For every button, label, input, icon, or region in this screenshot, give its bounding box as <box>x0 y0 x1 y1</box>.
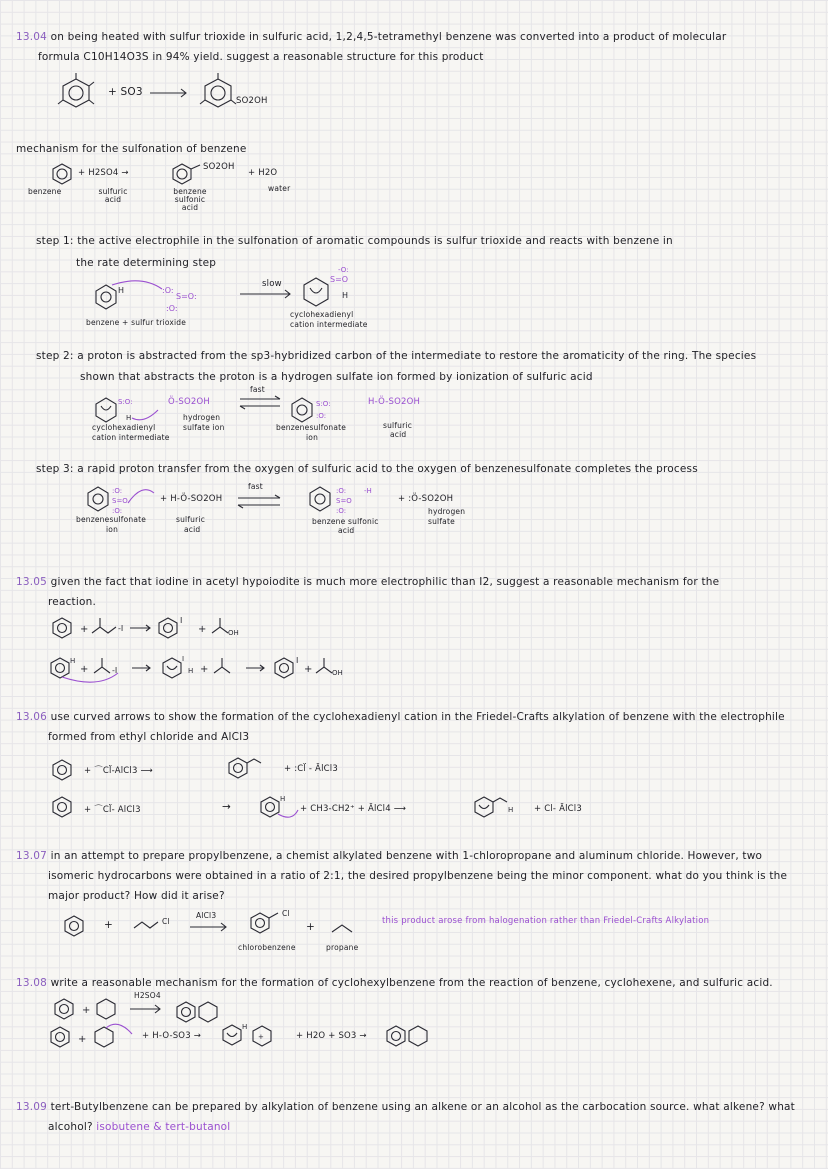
svg-text::O:: :O: <box>336 507 347 515</box>
svg-text::O:: :O: <box>166 304 178 313</box>
carbocation-step: + CH3-CH2⁺ + ĀlCl4 ⟶ <box>300 804 407 814</box>
caption-benzene-sulfonic: benzene sulfonic <box>312 517 379 526</box>
svg-text:-I: -I <box>118 624 124 633</box>
problem-number: 13.04 <box>16 31 48 43</box>
problem-13-07-line1 <box>16 850 762 862</box>
ethyl-chloride-complex: + ⌒Cl̈-AlCl3 ⟶ <box>84 766 153 776</box>
caption-benzene: benzene <box>28 187 62 196</box>
step1-reactants <box>92 281 242 317</box>
caption-acid: acid <box>390 430 407 439</box>
benzene-icon <box>50 795 74 819</box>
svg-text:+: + <box>304 664 313 675</box>
svg-text::O:: :O: <box>336 487 347 495</box>
svg-text:-H: -H <box>364 487 372 495</box>
svg-text:H: H <box>242 1023 248 1031</box>
answer-13-09: isobutene & tert-butanol <box>96 1121 231 1133</box>
product-structure <box>200 76 240 112</box>
caption-hydrogen: hydrogen <box>428 507 466 516</box>
problem-number: 13.06 <box>16 711 48 723</box>
caption-benzenesulfonate: benzenesulfonate <box>76 515 147 524</box>
problem-13-07-line2: isomeric hydrocarbons were obtained in a ratio of 2:1, the desired propylbenzene being the minor component. what do you think is the <box>48 870 788 882</box>
chloride-complex-product: + Cl- ĀlCl3 <box>534 804 582 814</box>
caption-sulfuric: sulfuric <box>383 421 413 430</box>
ethyl-chloride-mechanism: + ⌒Cl̈- AlCl3 <box>84 805 141 815</box>
step2-line1: step 2: a proton is abstracted from the sp3-hybridized carbon of the intermediate to restore the aromaticity of the ring. The species <box>36 350 757 362</box>
h2o-product: + H2O <box>248 168 278 178</box>
caption-chlorobenzene: chlorobenzene <box>238 943 296 952</box>
problem-13-04-line2: formula C10H14O3S in 94% yield. suggest a reasonable structure for this product <box>38 51 484 63</box>
caption-acid: acid <box>338 526 355 535</box>
h2so4-reagent: + H2SO4 → <box>78 168 129 178</box>
problem-text: on being heated with sulfur trioxide in sulfuric acid, 1,2,4,5-tetramethyl benzene was converted into a product of molecular <box>50 31 727 43</box>
benzenesulfonate-ion <box>288 394 348 424</box>
caption-sulfate: sulfate <box>428 517 455 526</box>
problem-13-09-line2 <box>48 1121 230 1133</box>
svg-text:S=O: S=O <box>336 497 352 505</box>
tetramethylbenzene-structure <box>58 76 94 110</box>
svg-text:H: H <box>508 806 514 814</box>
step2-intermediate <box>92 394 162 424</box>
svg-text:H: H <box>280 795 286 803</box>
problem-number: 13.09 <box>16 1101 48 1113</box>
so2oh-label: SO2OH <box>236 96 268 106</box>
mechanism-title: mechanism for the sulfonation of benzene <box>16 143 247 155</box>
problem-text: given the fact that iodine in acetyl hypoiodite is much more electrophilic than I2, suggest a reasonable mechanism for the <box>50 576 720 588</box>
caption-cyclohexadienyl: cyclohexadienyl <box>290 310 354 319</box>
step1-line2: the rate determining step <box>76 257 217 269</box>
iodination-mechanism <box>48 655 518 685</box>
step2-line2: shown that abstracts the proton is a hydrogen sulfate ion formed by ionization of sulfuric acid <box>80 371 593 383</box>
caption-sulfuric: sulfuric <box>176 515 206 524</box>
svg-text:H: H <box>126 414 132 422</box>
svg-text:+: + <box>200 664 209 675</box>
benzenesulfonic-acid-icon <box>170 163 194 185</box>
benzenesulfonic-acid <box>306 483 396 515</box>
caption-ion: ion <box>106 525 119 534</box>
ethylbenzene-icon <box>226 756 266 780</box>
h2so4-label: H2SO4 <box>134 991 161 1000</box>
svg-text:I: I <box>182 655 185 663</box>
svg-text:S=O: S=O <box>330 275 349 284</box>
svg-text:OH: OH <box>228 629 239 637</box>
caption-propane: propane <box>326 943 359 952</box>
sulfuric-acid-reagent: + H-O-SO3 → <box>142 1031 202 1041</box>
chlorine-label: Cl <box>162 917 170 926</box>
svg-text:-I: -I <box>112 666 118 675</box>
chlorine-label: Cl <box>282 909 290 918</box>
caption-cation-intermediate: cation intermediate <box>92 433 170 442</box>
svg-text:S=O: S=O <box>112 497 128 505</box>
svg-text:+: + <box>258 1033 264 1041</box>
caption-acid: acid <box>184 525 201 534</box>
mechanism-reactants <box>48 1024 138 1050</box>
problem-13-05-line2: reaction. <box>48 596 97 608</box>
fast-label: fast <box>248 482 263 491</box>
svg-text:+: + <box>82 1005 91 1016</box>
reaction-arrow <box>130 1004 164 1014</box>
problem-13-08-line1 <box>16 977 773 989</box>
svg-text::O:: :O: <box>162 286 174 295</box>
benzene-icon <box>50 163 74 185</box>
plus-sign: + <box>104 919 113 931</box>
caption-sulfate-ion: sulfate ion <box>183 423 225 432</box>
svg-text::O:: :O: <box>112 507 123 515</box>
reaction-arrow <box>240 289 296 299</box>
step3-benzenesulfonate <box>84 483 154 515</box>
plus-sign: + <box>306 921 315 933</box>
caption-benzenesulfonate: benzenesulfonate <box>276 423 347 432</box>
problem-text: use curved arrows to show the formation of the cyclohexadienyl cation in the Friedel-Crafts alkylation of benzene with the electrophile <box>50 711 785 723</box>
cyclohexadienyl-cation <box>300 268 370 308</box>
svg-text:+: + <box>80 664 89 675</box>
caption-sulfuric-acid: sulfuric acid <box>98 187 128 204</box>
svg-text:+: + <box>198 624 207 635</box>
svg-text:+: + <box>80 624 89 635</box>
svg-text:I: I <box>180 616 183 625</box>
svg-text:H: H <box>118 286 125 295</box>
problem-number: 13.05 <box>16 576 48 588</box>
problem-number: 13.08 <box>16 977 48 989</box>
problem-text: tert-Butylbenzene can be prepared by alkylation of benzene using an alkene or an alcohol as the carbocation source. what alkene? what <box>50 1101 795 1113</box>
benzene-icon <box>62 914 86 938</box>
svg-text:I: I <box>296 656 299 665</box>
cyclohexadienyl-ethyl <box>472 794 520 820</box>
svg-text::O:: :O: <box>112 487 123 495</box>
svg-text:OH: OH <box>332 669 343 677</box>
benzene-cyclohexene-reactants <box>52 996 124 1022</box>
caption-benzene-sulfonic-acid: benzene sulfonic acid <box>173 187 207 212</box>
so3-reagent: + SO3 <box>108 86 143 98</box>
problem-13-06-line1 <box>16 711 785 723</box>
benzene-icon <box>50 758 74 782</box>
caption-cation-intermediate: cation intermediate <box>290 320 368 329</box>
svg-text:S=O:: S=O: <box>176 292 197 301</box>
hydrogen-sulfate-ion: Ö-SO2OH <box>168 397 210 407</box>
arrow-glyph: → <box>222 801 231 813</box>
propane-structure <box>330 922 360 934</box>
sigma-complex <box>220 1022 300 1050</box>
svg-text:S:O:: S:O: <box>316 400 331 408</box>
caption-water: water <box>268 184 291 193</box>
problem-number: 13.07 <box>16 850 48 862</box>
cyclohexylbenzene-structure <box>174 1000 234 1022</box>
problem-13-07-line3: major product? How did it arise? <box>48 890 225 902</box>
svg-text:H: H <box>342 291 349 300</box>
equilibrium-arrow <box>240 396 284 410</box>
svg-text::O:: :O: <box>316 412 327 420</box>
step1-line1: step 1: the active electrophile in the sulfonation of aromatic compounds is sulfur trioxide and reacts with benzene in <box>36 235 673 247</box>
so2oh-label: SO2OH <box>203 162 235 172</box>
reaction-arrow <box>150 88 190 98</box>
problem-13-04-line1 <box>16 31 726 43</box>
problem-13-05-line1 <box>16 576 719 588</box>
iodination-reaction <box>50 615 380 645</box>
problem-text: alcohol? <box>48 1121 93 1133</box>
benzene-attack <box>258 794 298 820</box>
caption-cyclohexadienyl: cyclohexadienyl <box>92 423 156 432</box>
water-so3-byproduct: + H2O + SO3 → <box>296 1031 367 1041</box>
sulfuric-acid-product: H-Ö-SO2OH <box>368 397 421 407</box>
cyclohexylbenzene-structure <box>384 1024 444 1046</box>
problem-text: in an attempt to prepare propylbenzene, a chemist alkylated benzene with 1-chloropropane and aluminum chloride. However, two <box>50 850 763 862</box>
fast-label: fast <box>250 385 265 394</box>
svg-text:-O:: -O: <box>338 266 349 274</box>
slow-label: slow <box>262 279 282 289</box>
aluminum-complex-product: + :Cl̈ - ĀlCl3 <box>284 764 338 774</box>
svg-text:S:O:: S:O: <box>118 398 133 406</box>
alcl3-label: AlCl3 <box>196 911 217 920</box>
caption-hydrogen: hydrogen <box>183 413 221 422</box>
caption-ion: ion <box>306 433 319 442</box>
svg-text:+: + <box>78 1034 87 1045</box>
svg-text:H: H <box>188 667 194 675</box>
svg-text:H: H <box>70 657 76 665</box>
reaction-arrow <box>190 922 230 932</box>
equilibrium-arrow <box>238 495 284 509</box>
hydrogen-sulfate-product: + :Ö-SO2OH <box>398 494 454 504</box>
caption-benzene-sulfur-trioxide: benzene + sulfur trioxide <box>86 318 187 327</box>
sulfuric-acid-reagent: + H-Ö-SO2OH <box>160 494 223 504</box>
answer-13-07: this product arose from halogenation rather than Friedel-Crafts Alkylation <box>382 916 710 926</box>
step3-line1: step 3: a rapid proton transfer from the oxygen of sulfuric acid to the oxygen of benzenesulfonate completes the process <box>36 463 698 475</box>
problem-13-06-line2: formed from ethyl chloride and AlCl3 <box>48 731 250 743</box>
problem-text: write a reasonable mechanism for the formation of cyclohexylbenzene from the reaction of benzene, cyclohexene, and sulfuric acid. <box>50 977 773 989</box>
problem-13-09-line1 <box>16 1101 795 1113</box>
